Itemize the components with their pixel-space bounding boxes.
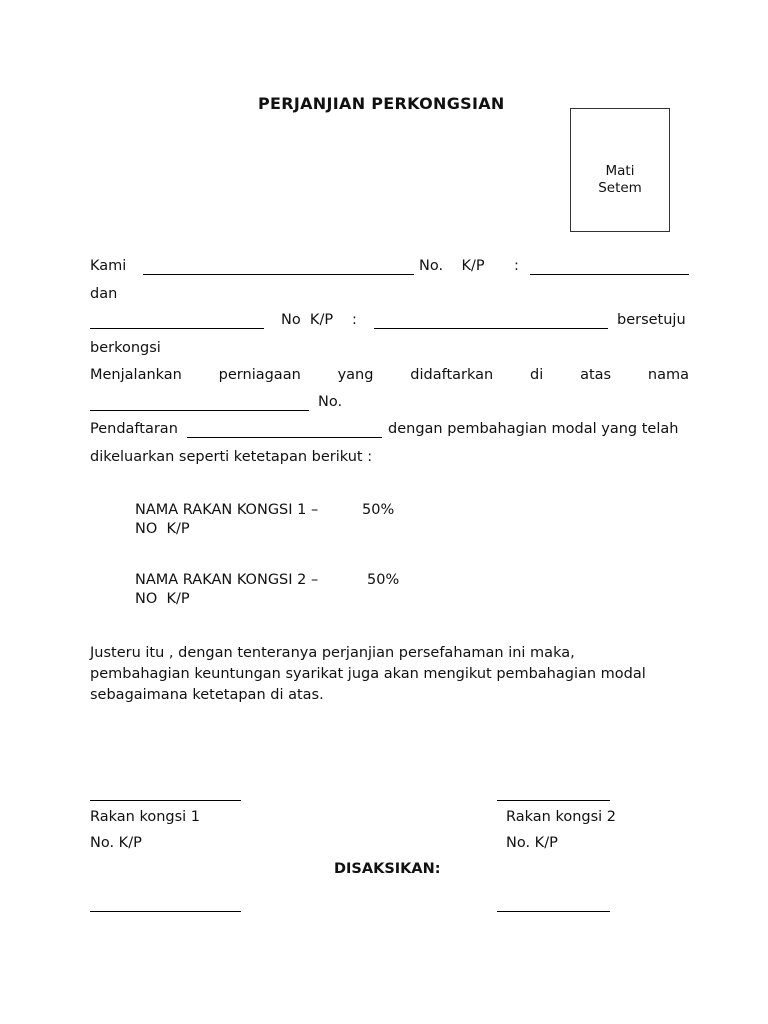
- word-7: nama: [647, 367, 689, 383]
- closing-line-1: Justeru itu , dengan tenteranya perjanjian persefahaman ini maka,: [90, 645, 575, 661]
- no-kp-label-2: No K/P: [281, 312, 334, 328]
- dikeluarkan-text: dikeluarkan seperti ketetapan berikut :: [90, 449, 373, 465]
- stamp-box: [570, 108, 670, 232]
- witnessed-heading: DISAKSIKAN:: [334, 861, 441, 877]
- no-kp-label: No. K/P: [419, 258, 485, 274]
- kp-blank-2[interactable]: [374, 328, 608, 329]
- bersetuju-label: bersetuju: [617, 312, 686, 328]
- partner-2-kp: NO K/P: [135, 591, 190, 607]
- dan-label: dan: [90, 286, 118, 302]
- no-label: No.: [318, 394, 343, 410]
- kami-label: Kami: [90, 258, 127, 274]
- partner-2-signature-label: Rakan kongsi 2: [506, 809, 617, 825]
- colon-label-2: :: [352, 312, 357, 328]
- signature-line-partner-1[interactable]: [90, 800, 241, 801]
- signature-line-partner-2[interactable]: [497, 800, 610, 801]
- colon-label: :: [514, 258, 519, 274]
- word-1: Menjalankan: [90, 367, 182, 383]
- name-blank-1[interactable]: [143, 274, 414, 275]
- witness-line-1[interactable]: [90, 911, 241, 912]
- kp-blank-1[interactable]: [530, 274, 689, 275]
- closing-line-2: pembahagian keuntungan syarikat juga akan mengikut pembahagian modal: [90, 666, 646, 682]
- partner-1-kp: NO K/P: [135, 521, 190, 537]
- partner-2-name: NAMA RAKAN KONGSI 2 –: [135, 572, 319, 588]
- document-title: PERJANJIAN PERKONGSIAN: [258, 94, 505, 113]
- stamp-label-line1: Mati: [605, 163, 635, 179]
- word-6: atas: [580, 367, 612, 383]
- stamp-label-line2: Setem: [598, 180, 642, 196]
- berkongsi-label: berkongsi: [90, 340, 161, 356]
- registration-blank[interactable]: [187, 437, 382, 438]
- word-3: yang: [337, 367, 374, 383]
- word-4: didaftarkan: [410, 367, 494, 383]
- word-5: di: [530, 367, 544, 383]
- partner-2-share: 50%: [367, 572, 400, 588]
- closing-line-3: sebagaimana ketetapan di atas.: [90, 687, 324, 703]
- partner-1-share: 50%: [362, 502, 395, 518]
- witness-line-2[interactable]: [497, 911, 610, 912]
- partner-1-signature-label: Rakan kongsi 1: [90, 809, 201, 825]
- word-2: perniagaan: [218, 367, 301, 383]
- business-name-blank[interactable]: [90, 410, 309, 411]
- partner-1-name: NAMA RAKAN KONGSI 1 –: [135, 502, 319, 518]
- dengan-text: dengan pembahagian modal yang telah: [388, 421, 679, 437]
- partner-2-signature-kp: No. K/P: [506, 835, 558, 851]
- business-sentence: [90, 367, 689, 383]
- name-blank-2[interactable]: [90, 328, 264, 329]
- pendaftaran-label: Pendaftaran: [90, 421, 178, 437]
- partner-1-signature-kp: No. K/P: [90, 835, 142, 851]
